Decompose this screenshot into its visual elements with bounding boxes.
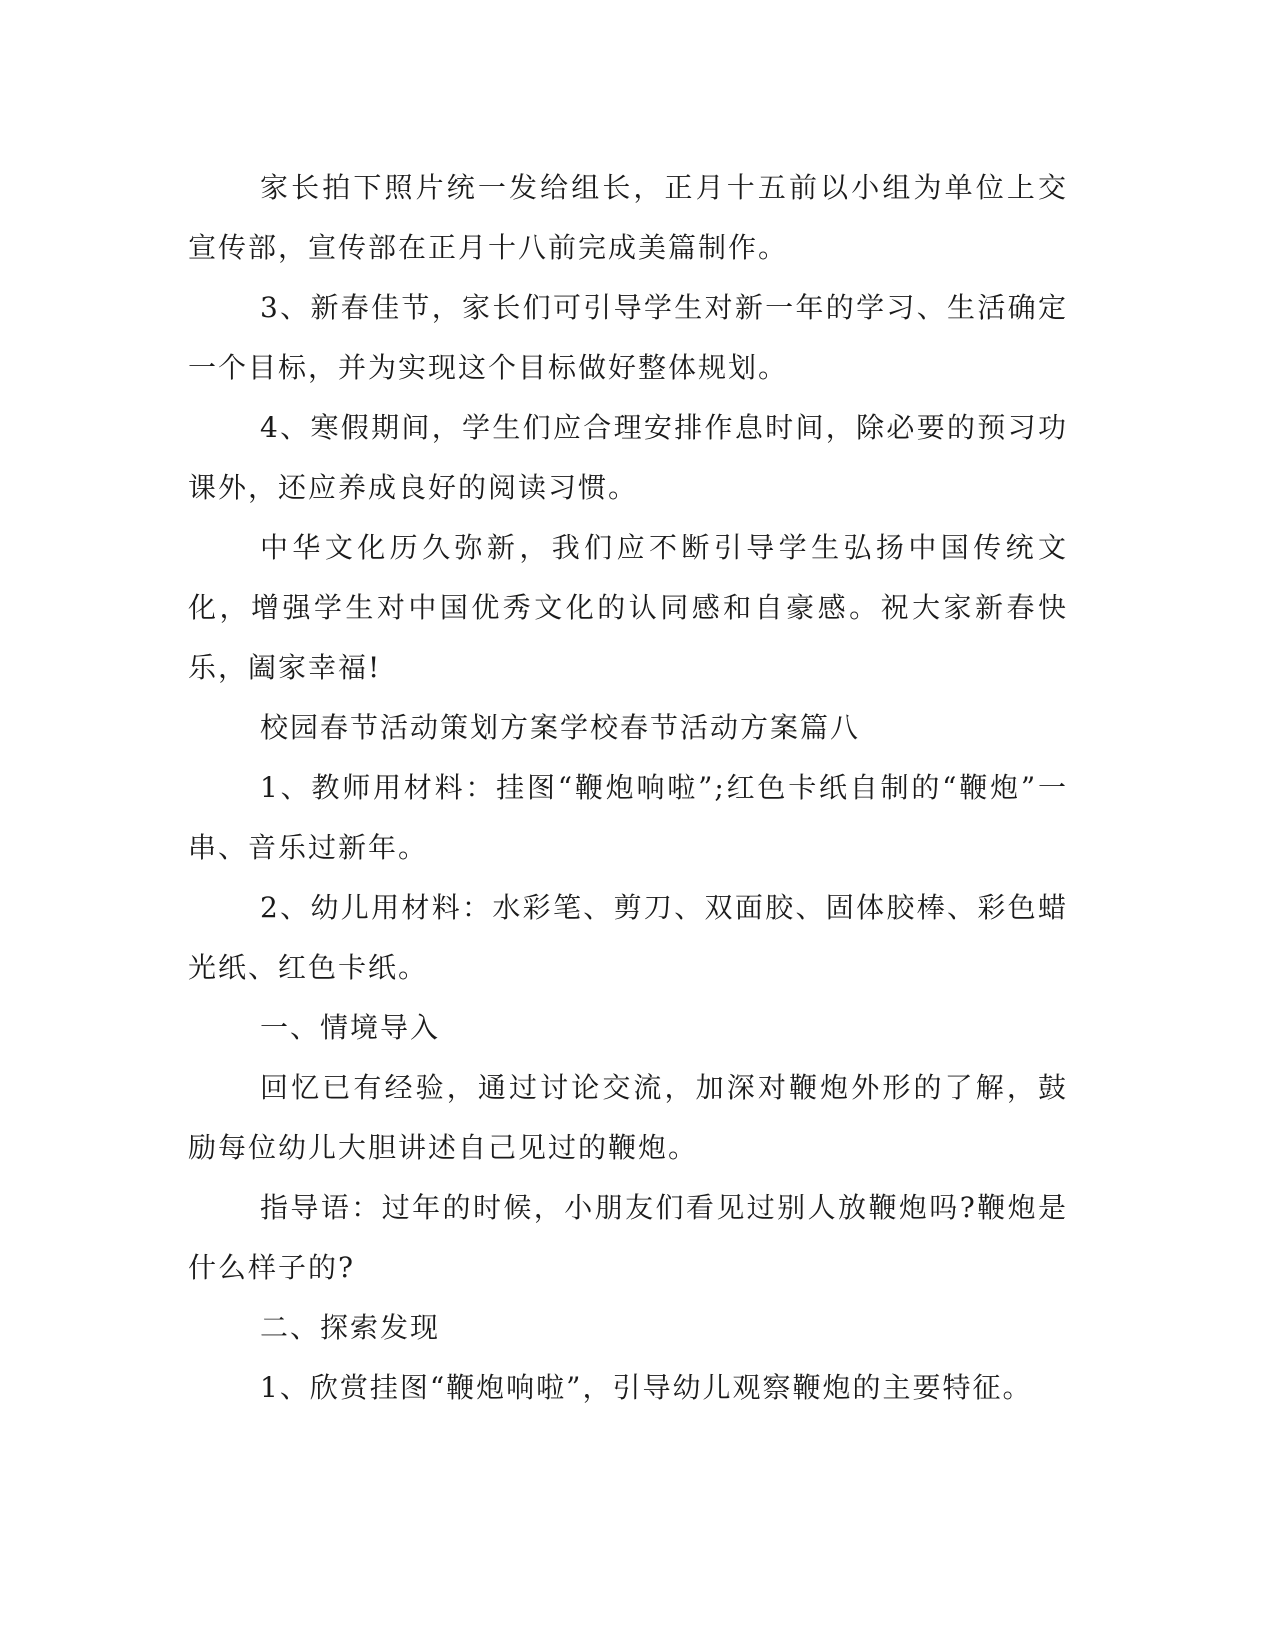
paragraph-guiding-question: 指导语：过年的时候，小朋友们看见过别人放鞭炮吗?鞭炮是什么样子的? [188, 1191, 1068, 1284]
paragraph-teacher-materials: 1、教师用材料：挂图“鞭炮响啦”;红色卡纸自制的“鞭炮”一串、音乐过新年。 [188, 771, 1068, 864]
paragraph-item-3-goal: 3、新春佳节，家长们可引导学生对新一年的学习、生活确定一个目标，并为实现这个目标做好整体规划。 [188, 291, 1068, 384]
heading-scene-intro: 一、情境导入 [260, 1011, 441, 1044]
document-body [188, 158, 1068, 1418]
paragraph-culture-closing: 中华文化历久弥新，我们应不断引导学生弘扬中国传统文化，增强学生对中国优秀文化的认同感和自豪感。祝大家新春快乐，阖家幸福! [188, 531, 1068, 684]
paragraph-child-materials: 2、幼儿用材料：水彩笔、剪刀、双面胶、固体胶棒、彩色蜡光纸、红色卡纸。 [188, 891, 1068, 984]
section-heading-plan-8: 校园春节活动策划方案学校春节活动方案篇八 [260, 711, 861, 744]
paragraph-recall-experience: 回忆已有经验，通过讨论交流，加深对鞭炮外形的了解，鼓励每位幼儿大胆讲述自己见过的鞭炮。 [188, 1071, 1068, 1164]
heading-explore-discover: 二、探索发现 [260, 1311, 441, 1344]
paragraph-appreciate-poster: 1、欣赏挂图“鞭炮响啦”，引导幼儿观察鞭炮的主要特征。 [260, 1371, 1033, 1404]
paragraph-photo-submission: 家长拍下照片统一发给组长，正月十五前以小组为单位上交宣传部，宣传部在正月十八前完成美篇制作。 [188, 171, 1068, 264]
paragraph-item-4-schedule: 4、寒假期间，学生们应合理安排作息时间，除必要的预习功课外，还应养成良好的阅读习惯。 [188, 411, 1068, 504]
